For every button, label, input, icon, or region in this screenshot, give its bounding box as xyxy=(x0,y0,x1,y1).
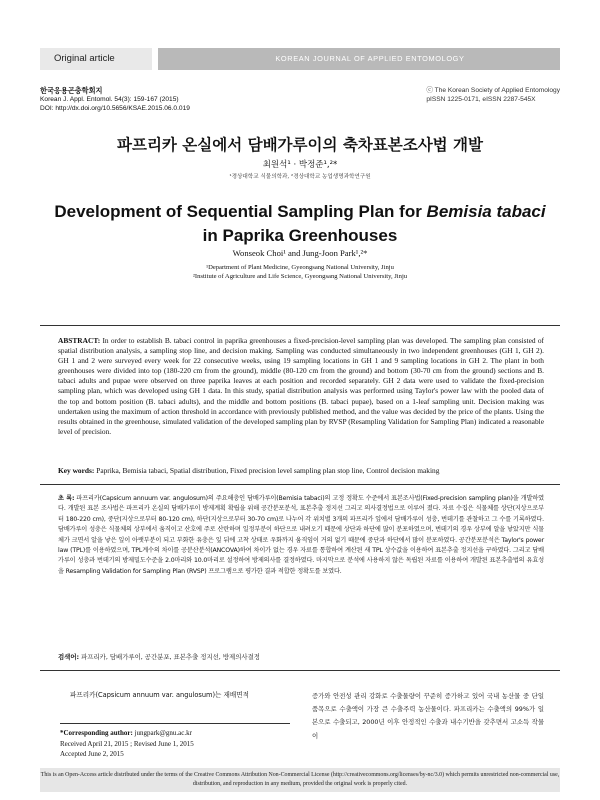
keywords-kr-label: 검색어: xyxy=(58,653,80,661)
body-left-column: 파프리카(Capsicum annuum var. angulosum)는 재배면적 xyxy=(70,691,249,699)
body-right-column: 증가와 안전성 관리 강화로 수출물량이 꾸준히 증가하고 있어 국내 농산물 중 단일품목으로 수출액이 가장 큰 수출주력 농산물이다. 파프리카는 수출액의 99%가 일본으로 수출되고, 2000년 이후 안정적인 수출과 내수기반을 갖추면서 고소득 작물 이 xyxy=(312,692,544,740)
title-english-prefix: Development of Sequential Sampling Plan for xyxy=(54,202,427,221)
abstract-kr-text: 파프리카(Capsicum annuum var. angulosum)의 주요해충인 담배가루이(Bemisia tabaci)의 고정 정확도 수준에서 표본조사법(Fixed-precision sampling plan)을 개발하였다. 개발된 표본 조사법은 파프리카 온실의 담배가루이 방제계획 확립을 위해 공간분포분석, 표본추출 정지선 그리고 의사결정법으로 이루어 졌다. 자료 수집은 식물체를 상단(지상으로부터 180-220 cm), 중단(지상으로부터 80-120 cm), 하단(지상으로부터 30-70 cm)로 나누어 각 위치별 3개의 파프리카 잎에서 담배가루이 성충, 번데기를 관찰하고 그 수를 기록하였다. 담배가루이 성충은 식물체의 상부에서 움직이고 산호에 주로 산란하며 일정부분이 하단으로 내려오기 때문에 상단과 하단에 많이 분포하였으며, 번데기의 경우 상부에 알을 낳았지만 식물체가 크면서 알을 낳은 잎이 아랫부분이 되고 부화한 유충은 잎 뒤에 고착 상태로 우화까지 움직임이 거의 없기 때문에 중단과 하단에서 많이 분포하였다. 공간분포분석은 Taylor's power law (TPL)를 이용하였으며, TPL계수의 차이를 공분산분석(ANCOVA)하여 차이가 없는 경우 자료를 통합하여 계산된 새 TPL 상수값을 이용하여 표본추출 정지선을 구하였다. 그리고 담배가루이 성충과 번데기의 방제밀도수준을 2.0마리와 10.0마리로 설정하여 방제의사를 결정하였다. 마지막으로 분석에 사용하지 않은 독립된 자료를 이용하여 개발된 표본추출법의 유효성을 Resampling Validation for Sampling Plan (RVSP) 프로그램으로 평가한 결과 적합한 정확도를 보였다. xyxy=(58,495,544,575)
article-type-label: Original article xyxy=(40,48,158,70)
footnote-divider xyxy=(60,723,290,724)
title-english-species: Bemisia tabaci xyxy=(426,202,546,221)
header-bar xyxy=(40,48,560,70)
journal-name-kr: 한국응용곤충학회지 xyxy=(40,86,103,95)
abstract-english xyxy=(58,336,544,437)
title-english xyxy=(0,200,600,248)
title-english-line2: in Paprika Greenhouses xyxy=(202,226,398,245)
license-footer: This is an Open-Access article distributed under the terms of the Creative Commons Attribution Non-Commercial License (http://creativecommons.org/licenses/by-nc/3.0) which permits unrestricted non-commercial use, distribution, and reproduction in any medium, provided the original work is properly cited. xyxy=(40,768,560,792)
divider-middle xyxy=(40,484,560,485)
authors-english: Wonseok Choi¹ and Jung-Joon Park¹,²* xyxy=(232,248,368,258)
society-block xyxy=(426,86,560,104)
divider-top xyxy=(40,325,560,326)
keywords-kr-text: 파프리카, 담배가루이, 공간분포, 표본추출 정지선, 방제의사결정 xyxy=(81,653,260,661)
citation: Korean J. Appl. Entomol. 54(3): 159-167 (2015) xyxy=(40,96,179,103)
corresponding-email[interactable]: jungpark@gnu.ac.kr xyxy=(134,729,192,737)
affiliation-1: ¹Department of Plant Medicine, Gyeongsang National University, Jinju xyxy=(206,264,394,271)
society-copyright: ⓒ The Korean Society of Applied Entomology xyxy=(426,87,560,94)
divider-bottom xyxy=(40,670,560,671)
authors-korean: 최원석¹ · 박정준¹,²* xyxy=(262,160,338,170)
keywords-korean xyxy=(58,652,544,661)
affiliation-2: ²Institute of Agriculture and Life Science, Gyeongsang National University, Jinju xyxy=(192,273,408,280)
citation-block xyxy=(40,86,190,113)
abstract-text: In order to establish B. tabaci control in paprika greenhouses a fixed-precision-level sampling plan was developed. The sampling plan consisted of spatial distribution analysis, a sampling stop line, and decision making. Sampling was conducted simultaneously in two independent greenhouses (GH 1, GH 2). GH 1 and 2 were surveyed every week for 22 consecutive weeks, using 19 sampling locations in GH 1 and 9 sampling locations in GH 2. The plant in both greenhouses were divided into top (180-220 cm from the ground), middle (80-120 cm from the ground) and bottom (30-70 cm from the ground) sections and B. tabaci adults and pupae were observed on three paprika leaves at each position and recorded separately. GH 2 data were used to validate the fixed-precision sampling plan, which was developed using GH 1 data. In this study, spatial distribution analysis was performed using Taylor's power law with the pooled data of the top and bottom position (B. tabaci adults), and the middle and bottom positions (B. tabaci pupae), based on a 1-leaf sampling unit. Decision making was undertaken using the maximum of action threshold in accordance with previously published method, and the value was decided by the price of the plants. Using the results obtained in the greenhouse, simulated validation of the developed sampling plan by RVSP (Resampling Validation for Sampling Plan) indicated a reasonable level of precision. xyxy=(58,336,544,436)
corresponding-author-block xyxy=(60,728,290,760)
abstract-korean xyxy=(58,494,544,577)
keywords-english xyxy=(58,466,544,476)
abstract-kr-label: 초 록: xyxy=(58,495,75,502)
received-date: Received April 21, 2015 ; Revised June 1, 2015 xyxy=(60,739,194,748)
abstract-label: ABSTRACT: xyxy=(58,336,101,345)
affiliations-korean: ¹경상대학교 식물의학과, ²경상대학교 농업생명과학연구원 xyxy=(229,174,371,180)
journal-banner: KOREAN JOURNAL OF APPLIED ENTOMOLOGY xyxy=(275,54,465,63)
doi-link[interactable]: DOI: http://dx.doi.org/10.5656/KSAE.2015.06.0.019 xyxy=(40,105,190,112)
affiliations-english xyxy=(0,263,600,281)
accepted-date: Accepted June 2, 2015 xyxy=(60,750,124,758)
keywords-label: Key words: xyxy=(58,466,95,475)
issn: pISSN 1225-0171, eISSN 2287-545X xyxy=(426,96,536,103)
keywords-text: Paprika, Bemisia tabaci, Spatial distribution, Fixed precision level sampling plan stop line, Control decision making xyxy=(96,466,440,475)
title-korean: 파프리카 온실에서 담배가루이의 축차표본조사법 개발 xyxy=(117,136,483,154)
corresponding-label: *Corresponding author: xyxy=(60,729,133,737)
